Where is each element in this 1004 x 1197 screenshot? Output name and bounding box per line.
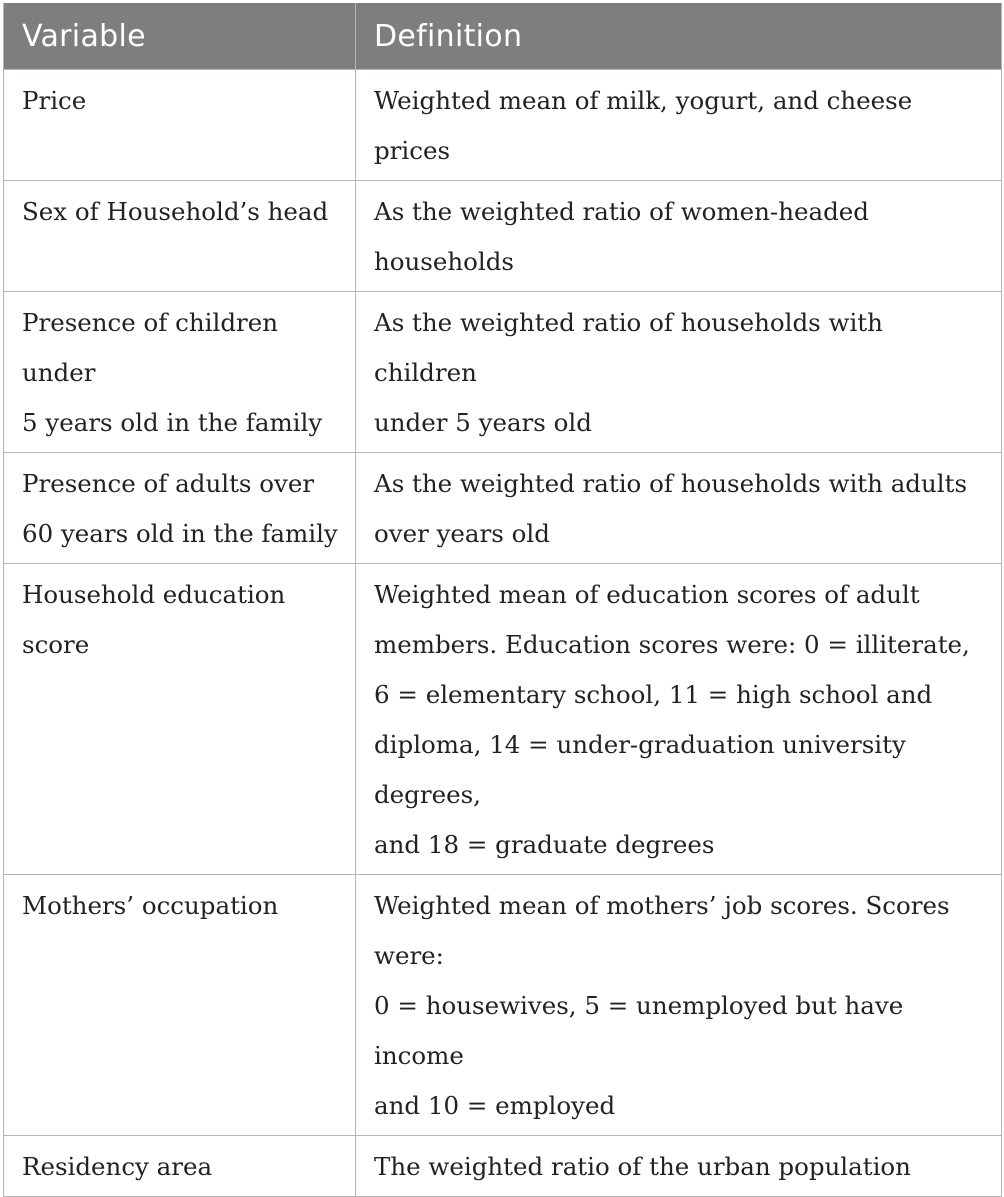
definition-cell: Weighted mean of mothers’ job scores. Scores were: 0 = housewives, 5 = unemployed but have income and 10 = employed [356,875,1002,1136]
definition-cell: As the weighted ratio of women-headed households [356,181,1002,292]
table-row [4,453,1002,564]
table-row [4,292,1002,453]
definition-cell: Weighted mean of education scores of adult members. Education scores were: 0 = illiterate, 6 = elementary school, 11 = high school and diploma, 14 = under-graduation university degrees, and 18 = graduate degrees [356,564,1002,875]
variable-cell: Residency area [4,1136,356,1197]
definition-cell: As the weighted ratio of households with children under 5 years old [356,292,1002,453]
table-row [4,875,1002,1136]
variable-cell: Sex of Household’s head [4,181,356,292]
variable-cell: Household education score [4,564,356,875]
table-row [4,1136,1002,1197]
variable-cell: Mothers’ occupation [4,875,356,1136]
variable-cell: Price [4,70,356,181]
variable-cell: Presence of adults over 60 years old in the family [4,453,356,564]
variable-definition-table-container [3,3,1001,1197]
table-body [4,70,1002,1197]
header-definition: Definition [356,3,1002,70]
table-row [4,181,1002,292]
table-row [4,70,1002,181]
table-row [4,564,1002,875]
header-variable: Variable [4,3,356,70]
definition-cell: As the weighted ratio of households with adults over years old [356,453,1002,564]
header-row [4,3,1002,70]
variable-cell: Presence of children under 5 years old in the family [4,292,356,453]
table-header [4,3,1002,70]
definition-cell: The weighted ratio of the urban population [356,1136,1002,1197]
variable-definition-table [3,3,1002,1197]
definition-cell: Weighted mean of milk, yogurt, and cheese prices [356,70,1002,181]
